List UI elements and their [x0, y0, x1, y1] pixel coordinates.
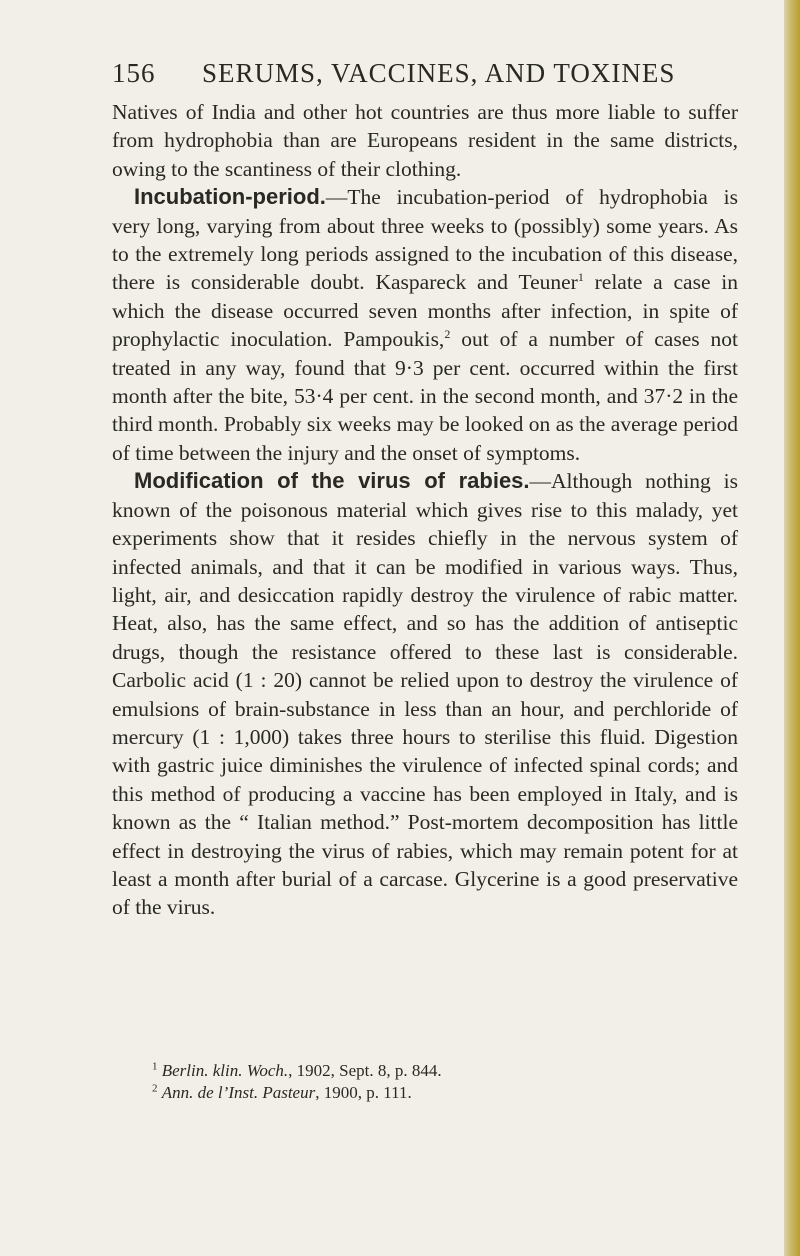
paragraph-text: Natives of India and other hot countries are thus more liable to suffer from hydrophobia than are Europeans resident in the same districts, owing to the scantiness of their clothing.	[112, 100, 738, 181]
running-title: SERUMS, VACCINES, AND TOXINES	[202, 58, 676, 88]
paragraph-text: —The incubation-period of hydrophobia is very long, varying from about three weeks to (possibly) some years. As to the extremely long periods assigned to the incubation of this disease, there is considerable doubt. Kaspareck and Teuner	[112, 185, 738, 295]
footnote-1	[112, 1060, 738, 1082]
footnote-ref-2: 2	[444, 327, 451, 342]
section-heading-incubation: Incubation-period.	[134, 184, 326, 210]
section-heading-modification: Modification of the virus of rabies.	[134, 468, 530, 494]
footnote-mark: 1	[152, 1060, 158, 1073]
footnote-2	[112, 1082, 738, 1104]
footnote-source: Ann. de l’Inst. Pasteur	[161, 1083, 316, 1102]
footnote-ref-1: 1	[577, 270, 584, 285]
paragraph-clothing	[112, 98, 738, 183]
footnotes	[112, 1060, 738, 1104]
paragraph-modification	[112, 467, 738, 922]
paragraph-text: relate a case in which the disease occurred seven months after infection, in spite of prophylactic inoculation. Pampoukis,	[112, 270, 738, 352]
paragraph-text: out of a number of cases not treated in any way, found that 9·3 per cent. occurred within the first month after the bite, 53·4 per cent. in the second month, and 37·2 in the third month. Probably six weeks may be looked on as the average period of time between the injury and the onset of symptoms.	[112, 327, 738, 465]
paragraph-incubation	[112, 183, 738, 467]
page-edge	[784, 0, 800, 1256]
footnote-detail: , 1902, Sept. 8, p. 844.	[288, 1061, 442, 1080]
body-text	[112, 98, 738, 922]
footnote-detail: , 1900, p. 111.	[315, 1083, 412, 1102]
footnote-mark: 2	[152, 1082, 158, 1095]
footnote-source: Berlin. klin. Woch.	[161, 1061, 289, 1080]
running-head	[112, 58, 732, 98]
page-number: 156	[112, 58, 156, 88]
paragraph-text: —Although nothing is known of the poisonous material which gives rise to this malady, yet experiments show that it resides chiefly in the nervous system of infected animals, and that it can be modified in various ways. Thus, light, air, and desiccation rapidly destroy the virulence of rabic matter. Heat, also, has the same effect, and so has the addition of antiseptic drugs, though the resistance offered to these last is considerable. Carbolic acid (1 : 20) cannot be relied upon to destroy the virulence of emulsions of brain-substance in less than an hour, and perchloride of mercury (1 : 1,000) takes three hours to sterilise this fluid. Digestion with gastric juice diminishes the virulence of infected spinal cords; and this method of producing a vaccine has been employed in Italy, and is known as the “ Italian method.” Post-mortem decomposition has little effect in destroying the virus of rabies, which may remain potent for at least a month after burial of a carcase. Glycerine is a good preservative of the virus.	[112, 469, 738, 920]
